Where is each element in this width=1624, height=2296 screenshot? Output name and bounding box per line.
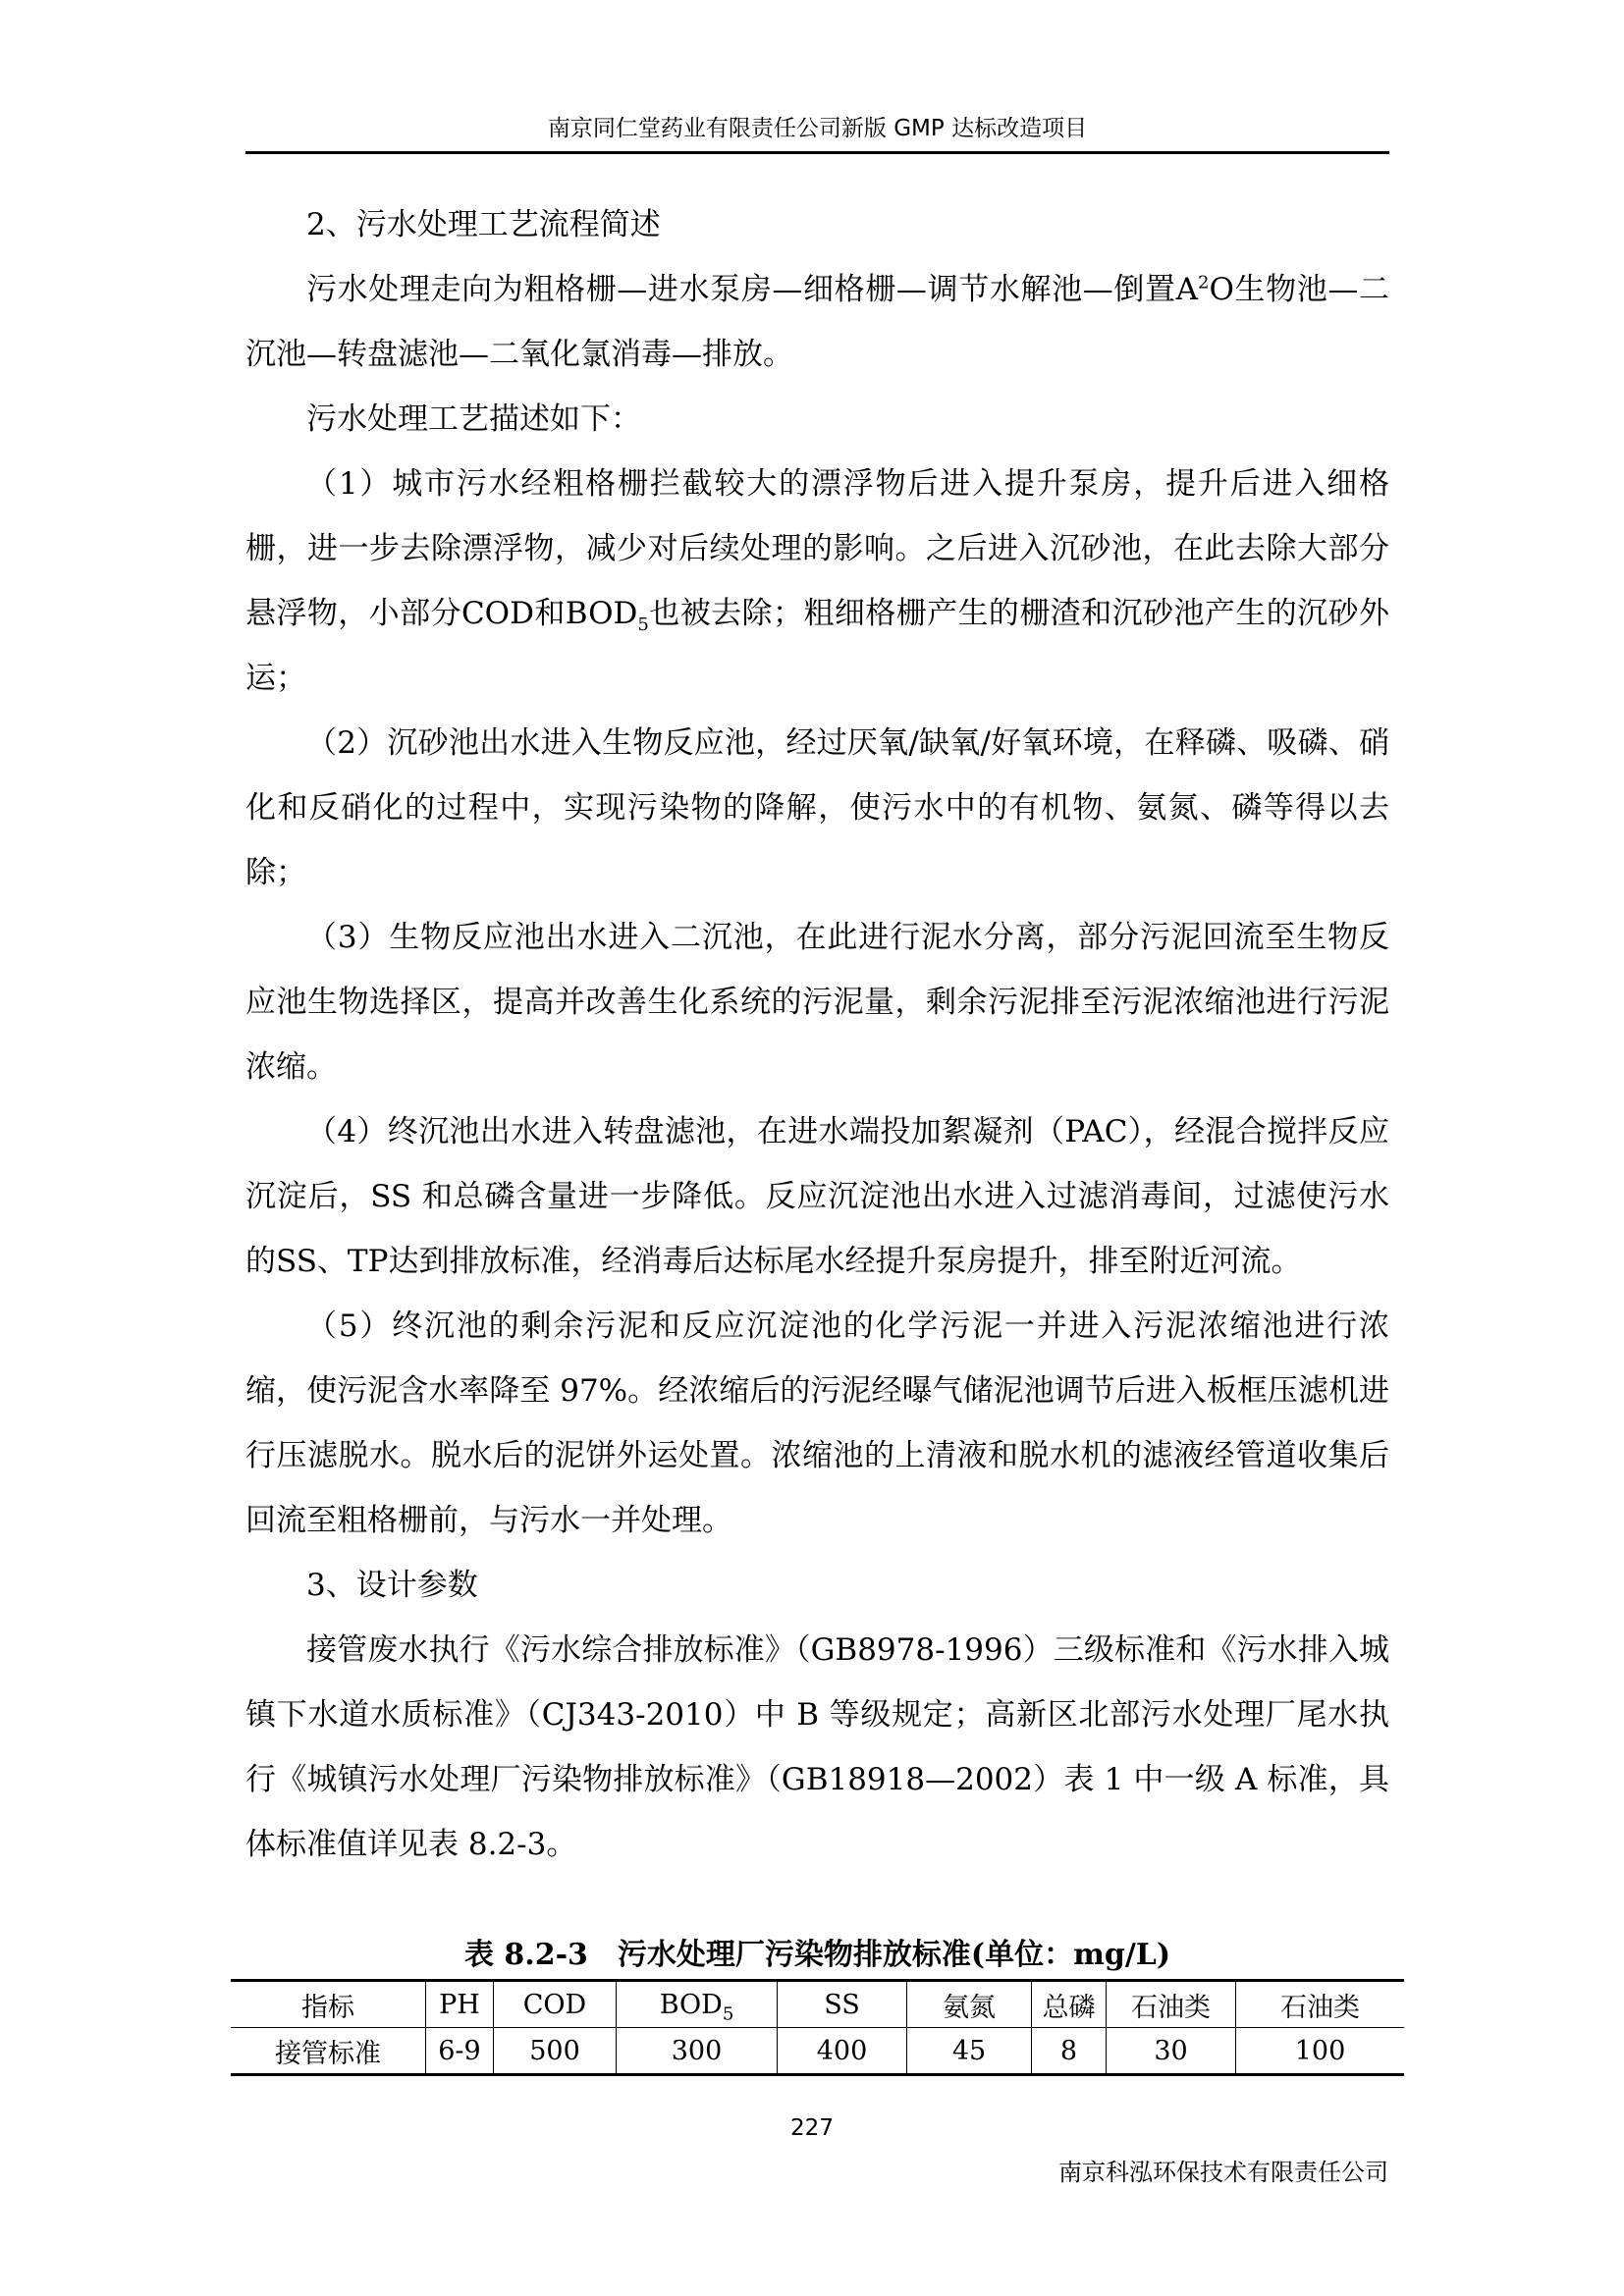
table-cell: 8: [1032, 2028, 1107, 2075]
process-step-2: （2）沉砂池出水进入生物反应池，经过厌氧/缺氧/好氧环境，在释磷、吸磷、硝化和反硝化的过程中，实现污染物的降解，使污水中的有机物、氨氮、磷等得以去除；: [245, 725, 1389, 890]
table-cell: 400: [778, 2028, 907, 2075]
page-number: 227: [790, 2115, 834, 2141]
table-header-cell: 石油类: [1107, 1981, 1236, 2028]
table-header-cell: 石油类: [1236, 1981, 1405, 2028]
table-header-row: [231, 1981, 1404, 2028]
table-cell: 100: [1236, 2028, 1405, 2075]
process-step-4: （4）终沉池出水进入转盘滤池，在进水端投加絮凝剂（PAC），经混合搅拌反应沉淀后，SS 和总磷含量进一步降低。反应沉淀池出水进入过滤消毒间，过滤使污水的SS、TP达到排放标准，经消毒后达标尾水经提升泵房提升，排至附近河流。: [245, 1114, 1389, 1279]
process-step-1: [245, 452, 1389, 711]
flow-superscript: 2: [1197, 272, 1210, 294]
table-header-cell: COD: [494, 1981, 617, 2028]
bod-header-subscript: 5: [722, 2002, 734, 2024]
discharge-standard-table: [231, 1979, 1404, 2076]
table-cell: 6-9: [426, 2028, 494, 2075]
section-3-heading: 3、设计参数: [306, 1568, 478, 1603]
table-header-cell: 氨氮: [907, 1981, 1032, 2028]
process-step-5: （5）终沉池的剩余污泥和反应沉淀池的化学污泥一并进入污泥浓缩池进行浓缩，使污泥含水率降至 97%。经浓缩后的污泥经曝气储泥池调节后进入板框压滤机进行压滤脱水。脱水后的泥饼外运处置。浓缩池的上清液和脱水机的滤液经管道收集后回流至粗格栅前，与污水一并处理。: [245, 1308, 1389, 1538]
table-cell: 500: [494, 2028, 617, 2075]
step-1-text-b: 也被去除；粗细格栅产生的栅渣和沉砂池产生的沉砂外运；: [245, 596, 1389, 696]
bod-label: BOD: [659, 1989, 723, 2020]
footer-company: 南京科泓环保技术有限责任公司: [1058, 2159, 1388, 2186]
table-cell: 300: [617, 2028, 778, 2075]
table-header-cell: 总磷: [1032, 1981, 1107, 2028]
table-header-cell: 指标: [231, 1981, 426, 2028]
section-2-heading: 2、污水处理工艺流程简述: [306, 207, 661, 242]
table-cell: 接管标准: [231, 2028, 426, 2075]
flow-description: [245, 257, 1389, 387]
table-cell: 30: [1107, 2028, 1236, 2075]
table-row: [231, 2028, 1404, 2075]
description-intro: 污水处理工艺描述如下：: [306, 401, 641, 437]
process-step-3: （3）生物反应池出水进入二沉池，在此进行泥水分离，部分污泥回流至生物反应池生物选择区，提高并改善生化系统的污泥量，剩余污泥排至污泥浓缩池进行污泥浓缩。: [245, 920, 1389, 1085]
bod-subscript: 5: [637, 614, 649, 636]
flow-text-part2: O生物池—二沉池—转盘滤池—二氧化氯消毒—排放。: [245, 272, 1389, 372]
table-header-cell: [617, 1981, 778, 2028]
table-header-cell: PH: [426, 1981, 494, 2028]
page-header: 南京同仁堂药业有限责任公司新版 GMP 达标改造项目: [245, 106, 1389, 154]
flow-text-part1: 污水处理走向为粗格栅—进水泵房—细格栅—调节水解池—倒置A: [306, 272, 1198, 307]
design-parameters-paragraph: 接管废水执行《污水综合排放标准》（GB8978-1996）三级标准和《污水排入城镇下水道水质标准》（CJ343-2010）中 B 等级规定；高新区北部污水处理厂尾水执行《城镇污水处理厂污染物排放标准》（GB18918—2002）表 1 中一级 A 标准，具体标准值详见表 8.2-3。: [245, 1632, 1389, 1862]
table-header-cell: SS: [778, 1981, 907, 2028]
table-cell: 45: [907, 2028, 1032, 2075]
step-1-text-a: （1）城市污水经粗格栅拦截较大的漂浮物后进入提升泵房，提升后进入细格栅，进一步去除漂浮物，减少对后续处理的影响。之后进入沉砂池，在此去除大部分悬浮物，小部分COD和BOD: [245, 466, 1389, 631]
table-title: 表 8.2-3 污水处理厂污染物排放标准(单位：mg/L): [463, 1938, 1171, 1972]
main-content: [245, 192, 1389, 1877]
